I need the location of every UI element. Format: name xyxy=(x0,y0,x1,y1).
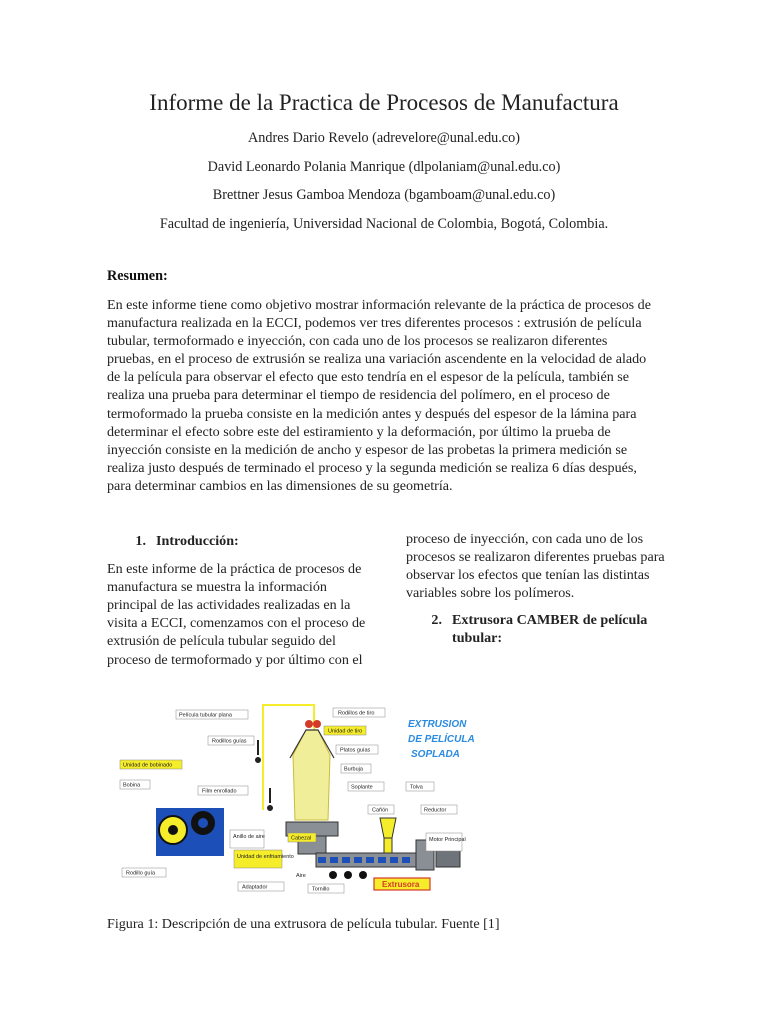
label-tolva: Tolva xyxy=(410,784,423,791)
label-motor: Motor Principal xyxy=(429,837,466,843)
label-tornillo: Tornillo xyxy=(312,886,330,893)
label-bobina: Bobina xyxy=(123,782,141,789)
abstract-text: En este informe tiene como objetivo mostrar información relevante de la práctica de procesos de manufactura realizada en la ECCI, podemos ver tres diferentes procesos : extrusión de película tubular, termoformado e inyección, con cada uno de los procesos se realizaron diferentes pruebas, en el proceso de extrusión se realiza una variación ascendente en la velocidad de alado de la película para observar el efecto que esto tendría en el espesor de la película, también se realiza una prueba para determinar el tiempo de residencia del polímero, en el proceso de termoformado la prueba consiste en la medición antes y después del espesor de la lámina para determinar el efecto sobre este del estiramiento y la deformación, por último la prueba de inyección consiste en la medición de ancho y espesor de las probetas la primera medición se realiza justo después de terminado el proceso y la segunda medición se realiza 6 días después, para determinar cambios en las dimensiones de su geometría. xyxy=(107,297,651,494)
affiliation-line: Facultad de ingeniería, Universidad Nacional de Colombia, Bogotá, Colombia. xyxy=(159,216,609,232)
label-unidad-enfriamiento: Unidad de enfriamiento xyxy=(237,854,294,860)
label-aire: Aire xyxy=(296,873,306,879)
label-rodillos-guias: Rodillos guías xyxy=(212,738,247,745)
section-title: Extrusora CAMBER de película tubular: xyxy=(452,612,648,647)
heater xyxy=(359,871,367,879)
label-cabezal: Cabezal xyxy=(291,835,312,842)
section-number: 1. xyxy=(135,533,146,549)
diagram-svg xyxy=(118,700,478,895)
label-burbuja: Burbuja xyxy=(344,766,363,773)
nip-roller xyxy=(305,720,313,728)
label-anillo: Anillo de aire xyxy=(233,834,265,840)
label-pelicula: Película tubular plana xyxy=(179,712,232,719)
heater xyxy=(344,871,352,879)
hopper-neck xyxy=(384,838,392,853)
figure-title-line: SOPLADA xyxy=(411,749,460,760)
figure-title-line: EXTRUSION xyxy=(408,719,467,730)
intro-text: En este informe de la práctica de procesos de manufactura se muestra la información principal de las actividades realizadas en la visita a ECCI, comenzamos con el proceso de extrusión de película tubular seguido del proceso de termoformado y por último con el xyxy=(107,561,366,668)
label-reductor: Reductor xyxy=(424,807,447,814)
label-unidad-tiro: Unidad de tiro xyxy=(328,728,363,735)
author-line: Andres Dario Revelo (adrevelore@unal.edu.co) xyxy=(248,130,520,146)
extrusion-diagram xyxy=(118,700,478,895)
section-number: 2. xyxy=(431,612,442,629)
label-soplante: Soplante xyxy=(351,784,373,791)
label-unidad-bobinado: Unidad de bobinado xyxy=(123,762,173,769)
figure-caption: Figura 1: Descripción de una extrusora de película tubular. Fuente [1] xyxy=(107,916,500,932)
intro-heading xyxy=(107,532,369,550)
author-line: David Leonardo Polania Manrique (dlpolaniam@unal.edu.co) xyxy=(207,159,561,175)
guide-roller xyxy=(255,757,261,763)
heater xyxy=(329,871,337,879)
section-title: Introducción: xyxy=(156,533,239,549)
figure-title-line: DE PELÍCULA xyxy=(408,734,475,745)
bobbin-core xyxy=(168,825,178,835)
nip-roller xyxy=(313,720,321,728)
label-rodillos-tiro: Rodillos de tiro xyxy=(338,710,375,717)
document-title: Informe de la Practica de Procesos de Manufactura xyxy=(149,90,619,115)
hopper xyxy=(380,818,396,838)
intro-continuation: proceso de inyección, con cada uno de los procesos se realizaron diferentes pruebas para observar los efectos que tenían las distintas variables sobre los polímeros. xyxy=(406,531,665,602)
extrusora-heading xyxy=(406,611,658,647)
label-canon: Cañón xyxy=(372,807,389,814)
author-line: Brettner Jesus Gamboa Mendoza (bgamboam@unal.edu.co) xyxy=(212,187,556,203)
abstract-heading: Resumen: xyxy=(107,268,168,284)
label-rodillo-guia: Rodillo guía xyxy=(126,870,156,877)
guide-roller xyxy=(267,805,273,811)
label-film: Film enrollado xyxy=(202,788,237,795)
intro-section xyxy=(107,532,369,669)
right-column xyxy=(406,530,678,648)
label-adaptador: Adaptador xyxy=(242,884,268,891)
label-extrusora: Extrusora xyxy=(382,880,420,889)
label-platos-guias: Platos guías xyxy=(340,747,371,754)
film-roll-core xyxy=(198,818,208,828)
